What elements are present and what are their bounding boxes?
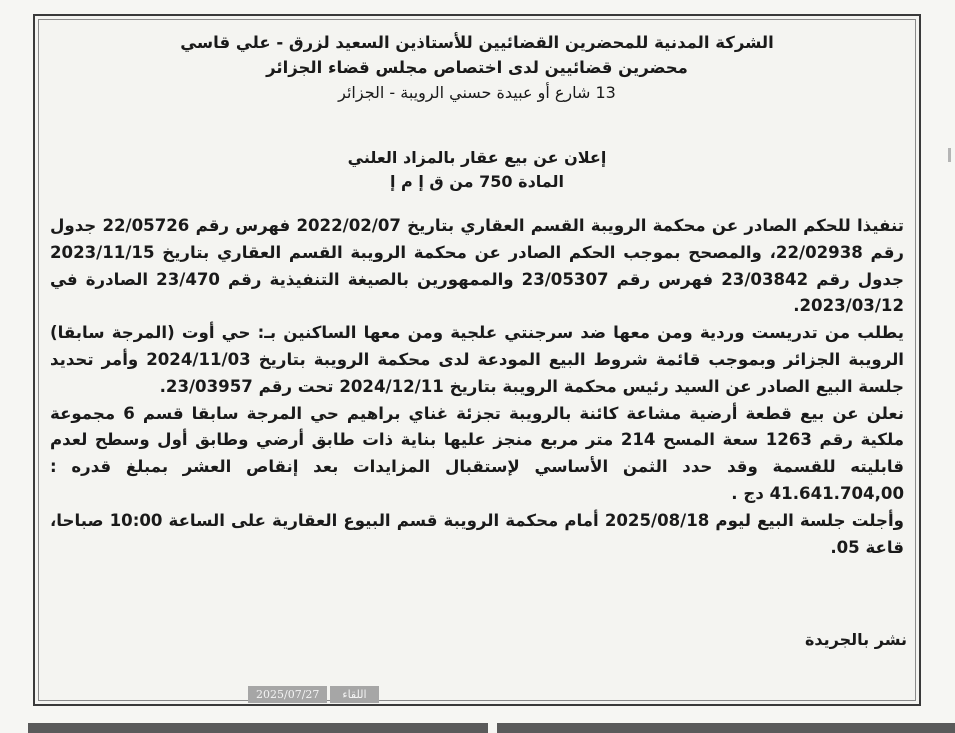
publication-date: 2025/07/27 xyxy=(248,686,327,703)
announcement-body xyxy=(50,213,904,561)
paragraph-sale: نعلن عن بيع قطعة أرضية مشاعة كائنة بالرويبة تجزئة غناي براهيم حي المرجة سابقا قسم 6 مجموعة ملكية رقم 1263 سعة المسح 214 متر مربع منجز عليها بناية ذات طابق أرضي وطابق أول وسطح لعدم قابليته للقسمة وقد حدد الثمن الأساسي لإستقبال المزايدات بعد إنقاص العشر بمبلغ قدره : 41.641.704,00 دج . xyxy=(50,403,905,503)
legal-article: المادة 750 من ق إ م إ xyxy=(389,172,564,191)
company-address: 13 شارع أو عبيدة حسني الرويبة - الجزائر xyxy=(338,83,616,102)
company-name: الشركة المدنية للمحضرين القضائيين للأستاذين السعيد لزرق - علي قاسي xyxy=(180,33,774,52)
paragraph-judgment: تنفيذا للحكم الصادر عن محكمة الرويبة القسم العقاري بتاريخ 2022/02/07 فهرس رقم 22/05726 جدول رقم 22/02938، والمصحح بموجب الحكم الصادر عن محكمة الرويبة القسم العقاري بتاريخ 2023/11/15 جدول رقم 23/03842 فهرس رقم 23/05307 والممهورين بالصيغة التنفيذية رقم 23/470 الصادرة في 2023/03/12. xyxy=(50,216,904,316)
edge-mark xyxy=(948,148,951,162)
paragraph-request: يطلب من تدريست وردية ومن معها ضد سرجنتي علجية ومن معها الساكنين بـ: حي أوت (المرجة سابقا) الرويبة الجزائر وبموجب قائمة شروط البيع المودعة لدى محكمة الرويبة بتاريخ 2024/11/03 وأمر تحديد جلسة البيع الصادر عن السيد رئيس محكمة الرويبة بتاريخ 2024/12/11 تحت رقم 23/03957. xyxy=(50,323,904,396)
title-block xyxy=(35,146,919,194)
header xyxy=(35,30,919,105)
bottom-strip-right xyxy=(497,723,955,733)
paragraph-session: وأجلت جلسة البيع ليوم 2025/08/18 أمام محكمة الرويبة قسم البيوع العقارية على الساعة 10:00 صباحا، قاعة 05. xyxy=(50,510,904,557)
publication-note: نشر بالجريدة xyxy=(804,630,907,649)
bottom-strip-left xyxy=(28,723,488,733)
newspaper-bar xyxy=(248,686,379,703)
announcement-frame xyxy=(33,14,921,706)
newspaper-label: اللقاء xyxy=(330,686,378,703)
company-role: محضرين قضائيين لدى اختصاص مجلس قضاء الجزائر xyxy=(266,58,688,77)
announcement-title: إعلان عن بيع عقار بالمزاد العلني xyxy=(347,148,607,167)
